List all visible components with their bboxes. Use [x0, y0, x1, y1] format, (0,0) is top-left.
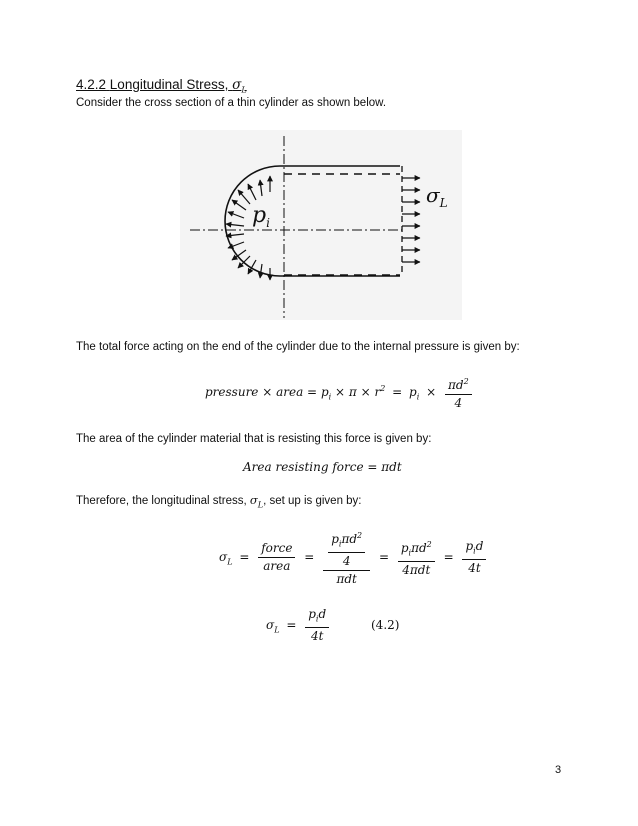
section-heading	[76, 77, 247, 95]
equation-pressure-area: pressure × area = $p_i \times \pi \times r^2 = p_i$ × $\frac{\pi d^2}{4}$	[205, 374, 474, 411]
heading-symbol: $\sigma_L$	[232, 77, 247, 95]
equation-longitudinal-derivation: $\sigma_L$ = $\frac{\text{force}}{\text{area}}$ = $\frac{\frac{p_i\pi d^2}{4}}{\text{πdt}}$ = $\frac{p_i\pi d^2}{\text{4πdt}}$ = $\frac{p_id}{4t}$	[219, 528, 488, 587]
figure-background	[180, 130, 462, 320]
pressure-label: $p_i$	[252, 203, 270, 230]
area-resisting-paragraph: The area of the cylinder material that is resisting this force is given by:	[76, 433, 432, 445]
intro-paragraph: Consider the cross section of a thin cylinder as shown below.	[76, 97, 387, 109]
stress-label: $\sigma_L$	[426, 183, 448, 210]
cylinder-cross-section-figure	[180, 130, 462, 320]
section-title: Longitudinal Stress,	[109, 77, 229, 92]
equation-number: (4.2)	[371, 618, 400, 633]
equation-longitudinal-stress: $\sigma_L$ = $\frac{p_id}{4t}$ (4.2)	[266, 607, 400, 644]
total-force-paragraph: The total force acting on the end of the cylinder due to the internal pressure is given by:	[76, 341, 520, 353]
section-number: 4.2.2	[76, 77, 107, 92]
therefore-paragraph: Therefore, the longitudinal stress, $\sigma_L$, set up is given by:	[76, 493, 362, 510]
page-number: 3	[555, 764, 562, 776]
equation-area-resisting: Area resisting force = πdt	[243, 460, 402, 474]
